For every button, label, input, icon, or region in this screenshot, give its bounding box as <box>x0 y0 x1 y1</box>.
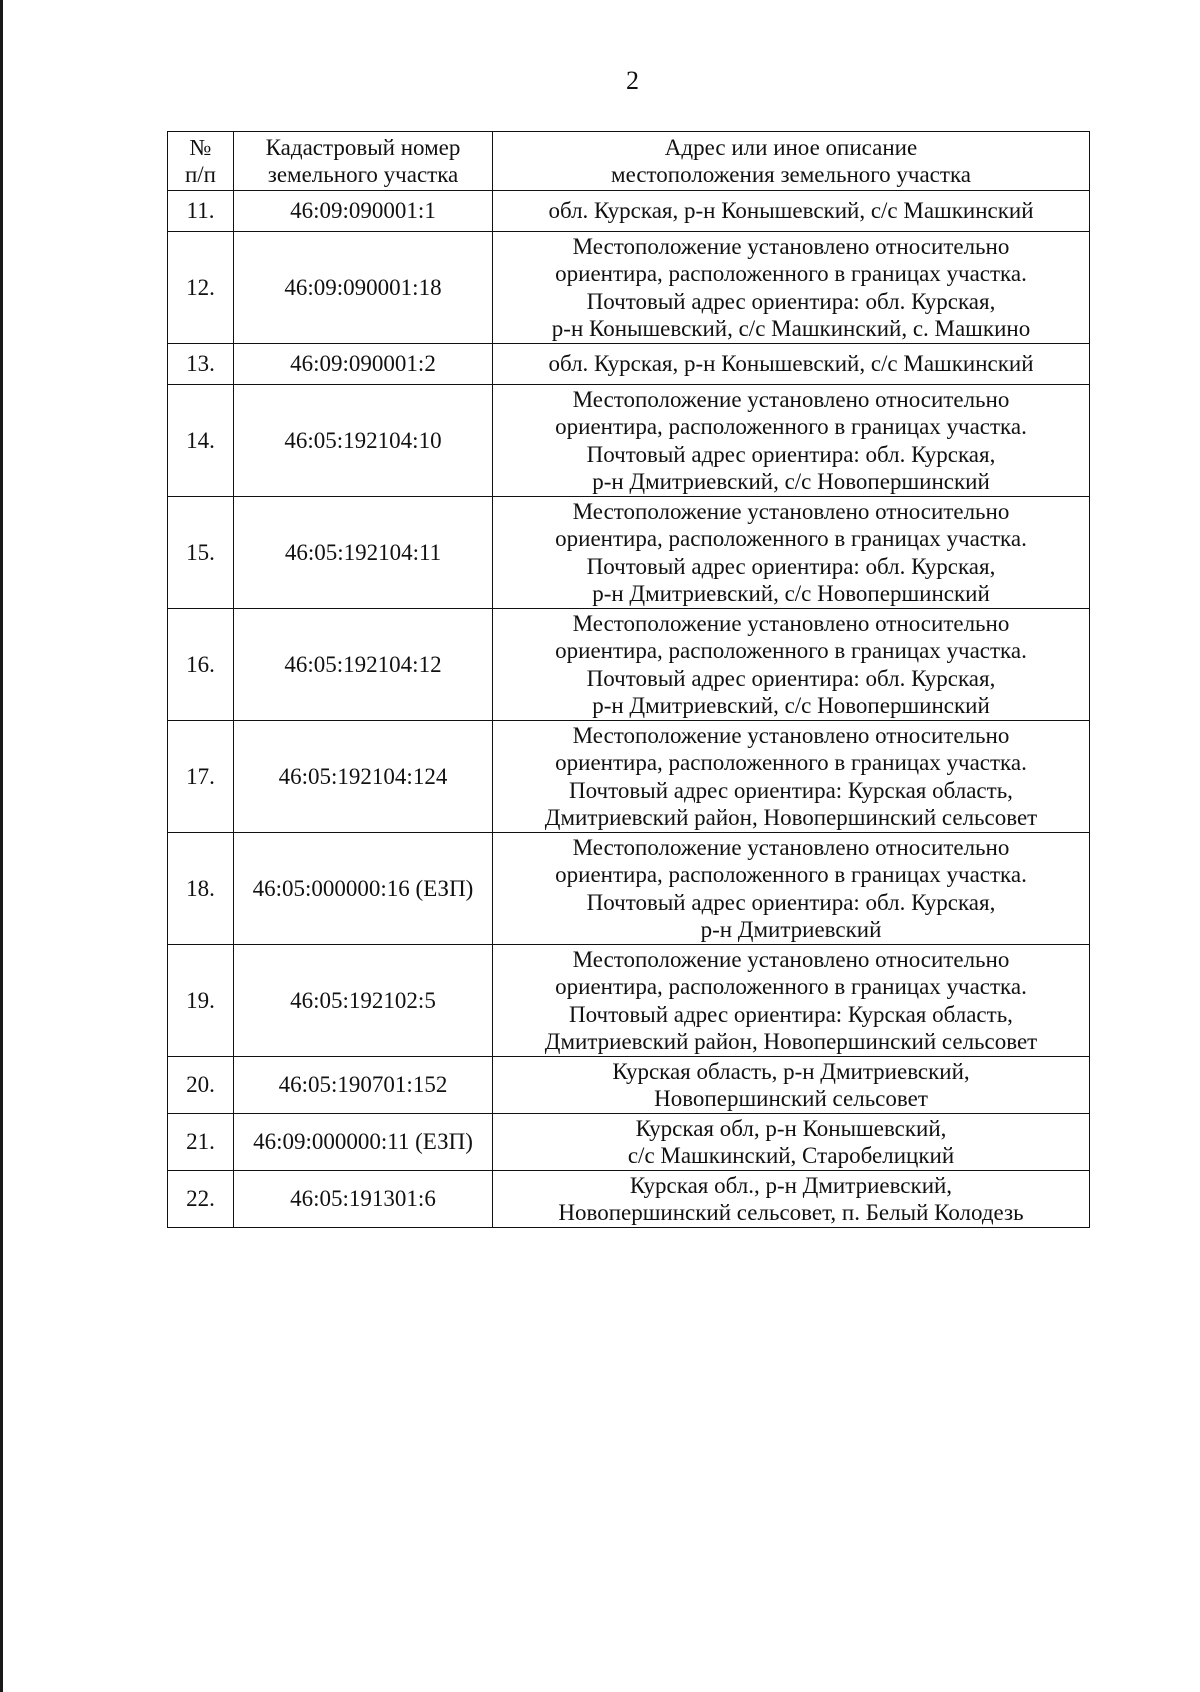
cadastral-number: 46:05:192104:12 <box>234 609 493 721</box>
table-row <box>168 609 1090 721</box>
row-number: 11. <box>168 191 234 232</box>
address-line: р-н Дмитриевский, с/с Новопершинский <box>592 469 990 494</box>
table-row <box>168 1114 1090 1171</box>
page-number: 2 <box>626 66 639 95</box>
row-number: 16. <box>168 609 234 721</box>
address-cell <box>493 945 1090 1057</box>
address-cell <box>493 1114 1090 1171</box>
parcels-table <box>167 131 1090 1228</box>
table-row <box>168 191 1090 232</box>
row-number: 15. <box>168 497 234 609</box>
address-cell <box>493 609 1090 721</box>
header-number-line: № <box>189 135 212 160</box>
table-body <box>168 191 1090 1228</box>
address-line: ориентира, расположенного в границах участка. <box>555 750 1027 775</box>
table-row <box>168 833 1090 945</box>
address-cell <box>493 497 1090 609</box>
address-line: Почтовый адрес ориентира: обл. Курская, <box>586 441 996 467</box>
address-line: р-н Конышевский, с/с Машкинский, с. Машкино <box>551 316 1031 341</box>
table-row <box>168 1057 1090 1114</box>
address-line: Курская обл, р-н Конышевский, <box>635 1115 947 1141</box>
address-cell <box>493 344 1090 385</box>
row-number: 21. <box>168 1114 234 1171</box>
address-line: Местоположение установлено относительно <box>572 610 1010 636</box>
cadastral-number: 46:05:190701:152 <box>234 1057 493 1114</box>
address-line: Дмитриевский район, Новопершинский сельсовет <box>544 1029 1038 1054</box>
address-line: Курская область, р-н Дмитриевский, <box>612 1058 970 1084</box>
row-number: 13. <box>168 344 234 385</box>
row-number: 18. <box>168 833 234 945</box>
table-row <box>168 232 1090 344</box>
cadastral-number: 46:05:192104:124 <box>234 721 493 833</box>
address-line: Дмитриевский район, Новопершинский сельсовет <box>544 805 1038 830</box>
row-number: 14. <box>168 385 234 497</box>
address-line: Почтовый адрес ориентира: обл. Курская, <box>586 665 996 691</box>
table-row <box>168 1171 1090 1228</box>
table-row <box>168 385 1090 497</box>
address-cell <box>493 232 1090 344</box>
header-address-line: Адрес или иное описание <box>664 135 918 160</box>
cadastral-number: 46:05:192104:10 <box>234 385 493 497</box>
address-line: с/с Машкинский, Старобелицкий <box>627 1143 955 1168</box>
header-number <box>168 132 234 191</box>
address-cell <box>493 191 1090 232</box>
cadastral-number: 46:05:192102:5 <box>234 945 493 1057</box>
header-cadastral-line: земельного участка <box>267 162 459 187</box>
address-line: Почтовый адрес ориентира: Курская область, <box>569 777 1013 803</box>
address-cell <box>493 721 1090 833</box>
header-cadastral <box>234 132 493 191</box>
header-address <box>493 132 1090 191</box>
row-number: 22. <box>168 1171 234 1228</box>
address-line: обл. Курская, р-н Конышевский, с/с Машкинский <box>548 351 1034 377</box>
address-line: Местоположение установлено относительно <box>572 946 1010 972</box>
address-cell <box>493 385 1090 497</box>
address-line: Местоположение установлено относительно <box>572 722 1010 748</box>
address-line: Почтовый адрес ориентира: Курская область, <box>569 1001 1013 1027</box>
address-line: Курская обл., р-н Дмитриевский, <box>629 1172 953 1198</box>
address-line: Местоположение установлено относительно <box>572 233 1010 259</box>
row-number: 12. <box>168 232 234 344</box>
table-row <box>168 945 1090 1057</box>
address-line: ориентира, расположенного в границах участка. <box>555 414 1027 439</box>
address-line: ориентира, расположенного в границах участка. <box>555 638 1027 663</box>
address-line: ориентира, расположенного в границах участка. <box>555 974 1027 999</box>
address-line: Местоположение установлено относительно <box>572 498 1010 524</box>
address-line: обл. Курская, р-н Конышевский, с/с Машкинский <box>548 198 1034 224</box>
address-line: Почтовый адрес ориентира: обл. Курская, <box>586 553 996 579</box>
cadastral-number: 46:05:191301:6 <box>234 1171 493 1228</box>
address-cell <box>493 833 1090 945</box>
header-number-line: п/п <box>184 162 216 187</box>
cadastral-number: 46:09:090001:1 <box>234 191 493 232</box>
table-row <box>168 721 1090 833</box>
row-number: 19. <box>168 945 234 1057</box>
address-line: Местоположение установлено относительно <box>572 386 1010 412</box>
cadastral-number: 46:09:000000:11 (ЕЗП) <box>234 1114 493 1171</box>
address-line: ориентира, расположенного в границах участка. <box>555 526 1027 551</box>
address-cell <box>493 1057 1090 1114</box>
address-line: р-н Дмитриевский <box>700 917 882 942</box>
scan-edge <box>0 0 3 1692</box>
address-line: Почтовый адрес ориентира: обл. Курская, <box>586 288 996 314</box>
row-number: 20. <box>168 1057 234 1114</box>
address-line: р-н Дмитриевский, с/с Новопершинский <box>592 581 990 606</box>
address-line: Почтовый адрес ориентира: обл. Курская, <box>586 889 996 915</box>
row-number: 17. <box>168 721 234 833</box>
cadastral-number: 46:05:192104:11 <box>234 497 493 609</box>
header-cadastral-line: Кадастровый номер <box>265 135 461 160</box>
cadastral-number: 46:09:090001:18 <box>234 232 493 344</box>
table-row <box>168 497 1090 609</box>
address-line: Новопершинский сельсовет <box>654 1086 928 1111</box>
table-row <box>168 344 1090 385</box>
cadastral-number: 46:09:090001:2 <box>234 344 493 385</box>
address-cell <box>493 1171 1090 1228</box>
address-line: ориентира, расположенного в границах участка. <box>555 261 1027 286</box>
table-header-row <box>168 132 1090 191</box>
address-line: ориентира, расположенного в границах участка. <box>555 862 1027 887</box>
cadastral-number: 46:05:000000:16 (ЕЗП) <box>234 833 493 945</box>
address-line: Новопершинский сельсовет, п. Белый Колодезь <box>558 1200 1024 1225</box>
address-line: р-н Дмитриевский, с/с Новопершинский <box>592 693 990 718</box>
address-line: Местоположение установлено относительно <box>572 834 1010 860</box>
header-address-line: местоположения земельного участка <box>611 162 971 187</box>
